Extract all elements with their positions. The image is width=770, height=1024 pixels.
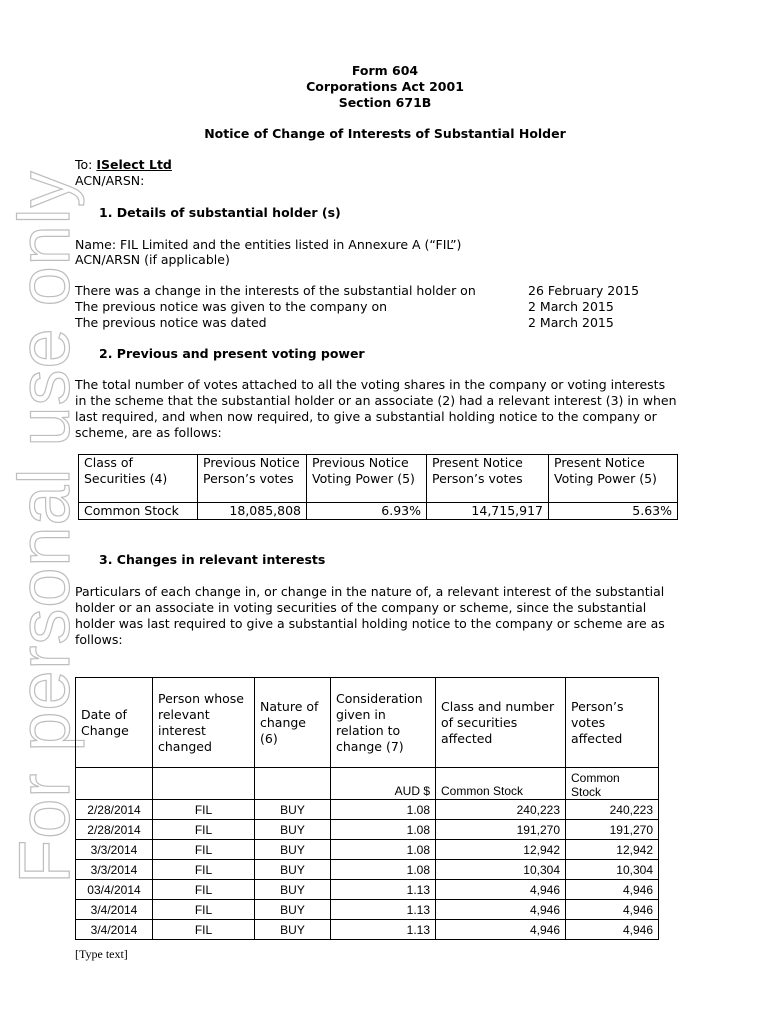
header-cell: Consideration given in relation to change (7) bbox=[331, 678, 436, 768]
securities-cell: 10,304 bbox=[436, 860, 566, 880]
votes-cell: 12,942 bbox=[566, 840, 659, 860]
votes-cell: 10,304 bbox=[566, 860, 659, 880]
holder-acn: ACN/ARSN (if applicable) bbox=[75, 252, 230, 267]
previous-power-cell: 6.93% bbox=[307, 503, 427, 520]
change-date-value: 26 February 2015 bbox=[528, 283, 640, 298]
person-cell: FIL bbox=[153, 820, 255, 840]
section2-intro: The total number of votes attached to all the voting shares in the company or voting interests in the scheme that the substantial holder or an associate (2) had a relevant interest (3) in when last required, and when now required, to give a substantial holding notice to the company or scheme, are as follows: bbox=[75, 377, 677, 440]
person-cell: FIL bbox=[153, 800, 255, 820]
votes-cell: 4,946 bbox=[566, 920, 659, 940]
table-subheader-row bbox=[76, 768, 659, 800]
voting-power-table bbox=[78, 454, 678, 520]
nature-cell: BUY bbox=[255, 900, 331, 920]
header-cell: Nature of change (6) bbox=[255, 678, 331, 768]
securities-cell: 12,942 bbox=[436, 840, 566, 860]
changes-table bbox=[75, 677, 659, 940]
header-cell: Previous Notice Voting Power (5) bbox=[307, 455, 427, 503]
consideration-cell: 1.08 bbox=[331, 800, 436, 820]
to-label: To: bbox=[75, 157, 93, 172]
table-row bbox=[76, 800, 659, 820]
to-line bbox=[75, 157, 172, 173]
subheader-cell bbox=[76, 768, 153, 800]
holder-name: Name: FIL Limited and the entities listed in Annexure A (“FIL”) bbox=[75, 237, 462, 252]
consideration-cell: 1.08 bbox=[331, 860, 436, 880]
act-name: Corporations Act 2001 bbox=[306, 79, 464, 94]
change-date-label: There was a change in the interests of the substantial holder on bbox=[75, 283, 476, 298]
present-votes-cell: 14,715,917 bbox=[427, 503, 549, 520]
nature-cell: BUY bbox=[255, 800, 331, 820]
section3-intro: Particulars of each change in, or change in the nature of, a relevant interest of the substantial holder or an associate in voting securities of the company or scheme, since the substantial holder was last required to give a substantial holding notice to the company or scheme are as follows: bbox=[75, 584, 665, 647]
securities-cell: 4,946 bbox=[436, 880, 566, 900]
header-cell: Date of Change bbox=[76, 678, 153, 768]
securities-cell: 240,223 bbox=[436, 800, 566, 820]
header-cell: Person’s votes affected bbox=[566, 678, 659, 768]
header-cell: Present Notice Person’s votes bbox=[427, 455, 549, 503]
consideration-cell: 1.08 bbox=[331, 840, 436, 860]
votes-cell: 4,946 bbox=[566, 880, 659, 900]
section2-heading: 2. Previous and present voting power bbox=[99, 346, 365, 361]
company-name: ISelect Ltd bbox=[96, 157, 172, 172]
acn-label: ACN/ARSN: bbox=[75, 173, 145, 188]
header-cell: Person whose relevant interest changed bbox=[153, 678, 255, 768]
subheader-cell bbox=[153, 768, 255, 800]
table-row bbox=[79, 503, 678, 520]
consideration-cell: 1.08 bbox=[331, 820, 436, 840]
section-number: Section 671B bbox=[338, 95, 432, 110]
date-cell: 3/3/2014 bbox=[76, 840, 153, 860]
consideration-cell: 1.13 bbox=[331, 880, 436, 900]
table-row bbox=[76, 820, 659, 840]
date-cell: 2/28/2014 bbox=[76, 800, 153, 820]
notice-given-label: The previous notice was given to the company on bbox=[75, 299, 388, 314]
section3-heading: 3. Changes in relevant interests bbox=[99, 552, 326, 567]
person-cell: FIL bbox=[153, 880, 255, 900]
form-number: Form 604 bbox=[351, 63, 419, 78]
page-title: Notice of Change of Interests of Substantial Holder bbox=[204, 126, 566, 141]
date-cell: 3/4/2014 bbox=[76, 920, 153, 940]
header-cell: Class and number of securities affected bbox=[436, 678, 566, 768]
nature-cell: BUY bbox=[255, 820, 331, 840]
section1-heading: 1. Details of substantial holder (s) bbox=[99, 205, 341, 220]
date-cell: 3/3/2014 bbox=[76, 860, 153, 880]
table-row bbox=[76, 880, 659, 900]
nature-cell: BUY bbox=[255, 920, 331, 940]
notice-dated-label: The previous notice was dated bbox=[75, 315, 267, 330]
person-cell: FIL bbox=[153, 900, 255, 920]
notice-dated-value: 2 March 2015 bbox=[528, 315, 614, 330]
votes-cell: 4,946 bbox=[566, 900, 659, 920]
table-header-row bbox=[76, 678, 659, 768]
table-header-row bbox=[79, 455, 678, 503]
table-row bbox=[76, 860, 659, 880]
previous-votes-cell: 18,085,808 bbox=[198, 503, 307, 520]
table-row bbox=[76, 920, 659, 940]
nature-cell: BUY bbox=[255, 860, 331, 880]
nature-cell: BUY bbox=[255, 840, 331, 860]
table-row bbox=[76, 840, 659, 860]
header-cell: Previous Notice Person’s votes bbox=[198, 455, 307, 503]
present-power-cell: 5.63% bbox=[549, 503, 678, 520]
securities-cell: 191,270 bbox=[436, 820, 566, 840]
subheader-cell: AUD $ bbox=[331, 768, 436, 800]
header-cell: Present Notice Voting Power (5) bbox=[549, 455, 678, 503]
securities-cell: 4,946 bbox=[436, 900, 566, 920]
subheader-cell: Common Stock bbox=[566, 768, 659, 800]
notice-given-value: 2 March 2015 bbox=[528, 299, 614, 314]
person-cell: FIL bbox=[153, 840, 255, 860]
date-cell: 03/4/2014 bbox=[76, 880, 153, 900]
subheader-cell bbox=[255, 768, 331, 800]
header-cell: Class of Securities (4) bbox=[79, 455, 198, 503]
footer-text: [Type text] bbox=[75, 947, 128, 961]
consideration-cell: 1.13 bbox=[331, 920, 436, 940]
person-cell: FIL bbox=[153, 920, 255, 940]
subheader-cell: Common Stock bbox=[436, 768, 566, 800]
person-cell: FIL bbox=[153, 860, 255, 880]
class-cell: Common Stock bbox=[79, 503, 198, 520]
securities-cell: 4,946 bbox=[436, 920, 566, 940]
table-row bbox=[76, 900, 659, 920]
votes-cell: 191,270 bbox=[566, 820, 659, 840]
votes-cell: 240,223 bbox=[566, 800, 659, 820]
nature-cell: BUY bbox=[255, 880, 331, 900]
date-cell: 2/28/2014 bbox=[76, 820, 153, 840]
date-cell: 3/4/2014 bbox=[76, 900, 153, 920]
watermark: For personal use only bbox=[5, 170, 85, 884]
consideration-cell: 1.13 bbox=[331, 900, 436, 920]
